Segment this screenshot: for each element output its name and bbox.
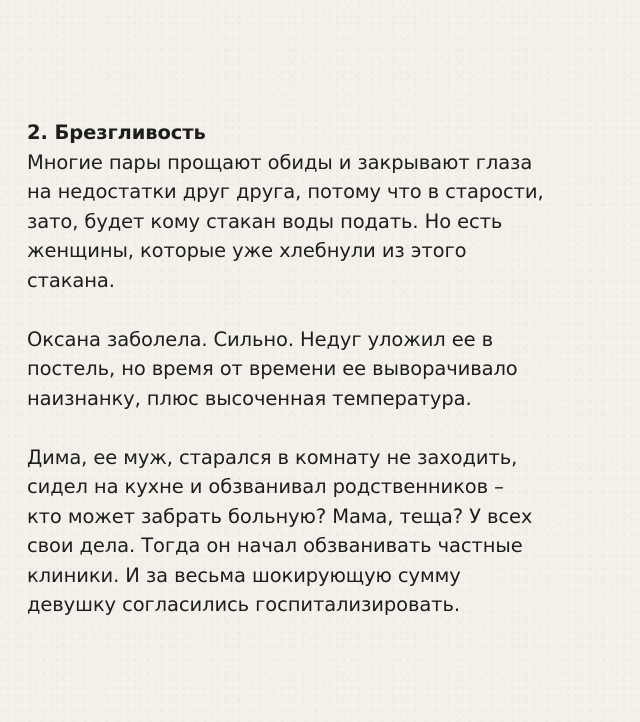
paragraph [27,443,627,620]
text-line: Многие пары прощают обиды и закрывают глаза [27,150,533,174]
article-title: 2. Брезгливость [27,121,206,144]
text-line: наизнанку, плюс высоченная температура. [27,386,472,410]
text-line: свои дела. Тогда он начал обзванивать частные [27,534,523,557]
article [27,118,627,620]
text-line: постель, но время от времени ее выворачивало [27,357,518,380]
paragraph [27,325,627,414]
text-line: девушку согласились госпитализировать. [27,593,460,616]
text-line: зато, будет кому стакан воды подать. Но есть [27,209,503,233]
text-line: Оксана заболела. Сильно. Недуг уложил ее в [27,327,494,351]
text-line: на недостатки друг друга, потому что в старости, [27,180,544,203]
paragraph [27,148,627,296]
text-line: кто может забрать больную? Мама, теща? У всех [27,504,533,528]
text-line: сидел на кухне и обзванивал родственников – [27,475,504,498]
text-line: стакана. [27,268,115,292]
text-line: Дима, ее муж, старался в комнату не заходить, [27,445,518,469]
text-line: женщины, которые уже хлебнули из этого [27,239,467,262]
text-line: клиники. И за весьма шокирующую сумму [27,563,461,587]
